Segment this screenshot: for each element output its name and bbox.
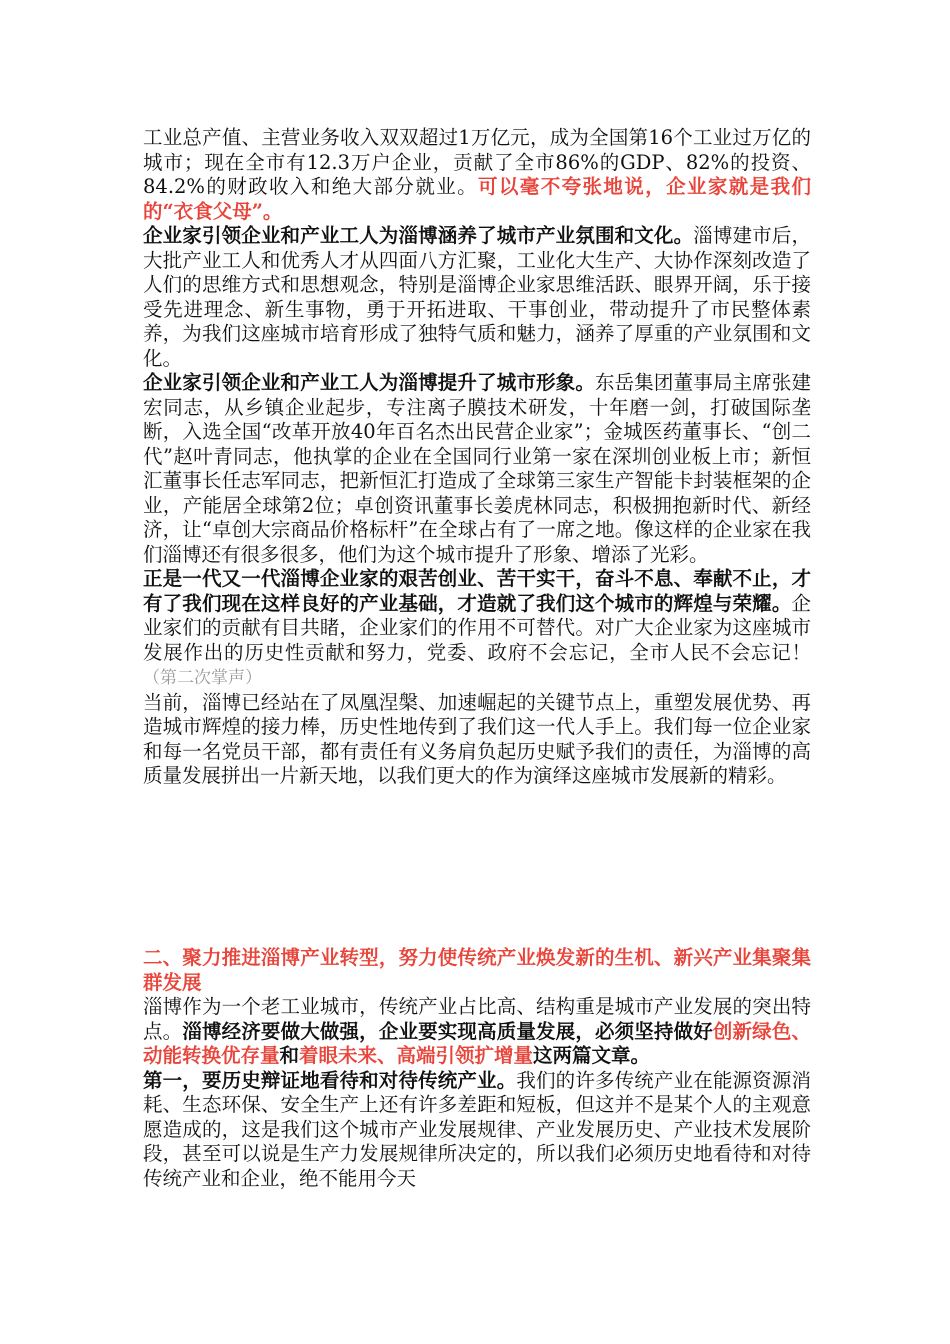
transformation-red-b: 着眼未来、高端引领扩增量 — [299, 1044, 534, 1067]
applause-note: （第二次掌声） — [143, 668, 262, 688]
paragraph-current — [143, 691, 811, 789]
generations-text: 企业家们的贡献有目共睹，企业家们的作用不可替代。对广大企业家为这座城市发展作出的历史性贡献和努力，党委、政府不会忘记，全市人民不会忘记！ — [143, 591, 811, 664]
city-image-lead: 企业家引领企业和产业工人为淄博提升了城市形象。 — [143, 371, 595, 394]
city-image-text: 东岳集团董事局主席张建宏同志，从乡镇企业起步，专注离子膜技术研发，十年磨一剑，打破国际垄断，入选全国“改革开放40年百名杰出民营企业家”；金城医药董事长、“创二代”赵叶青同志，他执掌的企业在全国同行业第一家在深圳创业板上市；新恒汇董事长任志军同志，把新恒汇打造成了全球第三家生产智能卡封装框架的企业，产能居全球第2位；卓创资讯董事长姜虎林同志，积极拥抱新时代、新经济，让“卓创大宗商品价格标杆”在全球占有了一席之地。像这样的企业家在我们淄博还有很多很多，他们为这个城市提升了形象、增添了光彩。 — [143, 371, 811, 566]
paragraph-transformation — [143, 995, 811, 1069]
first-point-text: 我们的许多传统产业在能源资源消耗、生态环保、安全生产上还有许多差距和短板，但这并不是某个人的主观意愿造成的，这是我们这个城市产业发展规律、产业发展历史、产业技术发展阶段，甚至可以说是生产力发展规律所决定的，所以我们必须历史地看待和对待传统产业和企业，绝不能用今天 — [143, 1068, 811, 1190]
transformation-bold-a: 淄博经济要做大做强，企业要实现高质量发展，必须坚持做好 — [182, 1019, 713, 1043]
generations-lead: 正是一代又一代淄博企业家的艰苦创业、苦干实干，奋斗不息、奉献不止，才有了我们现在这样良好的产业基础，才造就了我们这个城市的辉煌与荣耀。 — [143, 567, 811, 615]
current-text: 当前，淄博已经站在了凤凰涅槃、加速崛起的关键节点上，重塑发展优势、再造城市辉煌的接力棒，历史性地传到了我们这一代人手上。我们每一位企业家和每一名党员干部，都有责任有义务肩负起历史赋予我们的责任，为淄博的高质量发展拼出一片新天地，以我们更大的作为演绎这座城市发展新的精彩。 — [143, 690, 811, 787]
culture-text: 淄博建市后，大批产业工人和优秀人才从四面八方汇聚，工业化大生产、大协作深刻改造了人们的思维方式和思想观念，特别是淄博企业家思维活跃、眼界开阔，乐于接受先进理念、新生事物，勇于开拓进取、干事创业，带动提升了市民整体素养，为我们这座城市培育形成了独特气质和魅力，涵养了厚重的产业氛围和文化。 — [143, 224, 811, 370]
transformation-bold-c: 这两篇文章。 — [533, 1044, 651, 1067]
body-text-section-1 — [143, 126, 811, 789]
paragraph-city-image — [143, 371, 811, 567]
first-point-lead: 第一，要历史辩证地看待和对待传统产业。 — [143, 1068, 517, 1092]
transformation-text: 淄博作为一个老工业城市，传统产业占比高、结构重是城市产业发展的突出特点。 — [143, 995, 811, 1043]
paragraph-generations — [143, 567, 811, 691]
highlight-sentence: 可以毫不夸张地说，企业家就是我们的“衣食父母”。 — [143, 175, 811, 223]
stats-text: 工业总产值、主营业务收入双双超过1万亿元，成为全国第16个工业过万亿的城市；现在全市有12.3万户企业，贡献了全市86%的GDP、82%的投资、84.2%的财政收入和绝大部分就业。 — [143, 126, 811, 198]
paragraph-industry-stats — [143, 126, 811, 224]
section-heading: 二、聚力推进淄博产业转型，努力使传统产业焕发新的生机、新兴产业集聚集群发展 — [143, 946, 811, 994]
culture-lead: 企业家引领企业和产业工人为淄博涵养了城市产业氛围和文化。 — [143, 224, 694, 247]
paragraph-culture — [143, 224, 811, 371]
paragraph-first-point — [143, 1069, 811, 1192]
body-text-section-2 — [143, 946, 811, 1191]
transformation-red-a: 创新绿色、动能转换优存量 — [143, 1019, 811, 1067]
transformation-bold-b: 和 — [279, 1044, 300, 1067]
